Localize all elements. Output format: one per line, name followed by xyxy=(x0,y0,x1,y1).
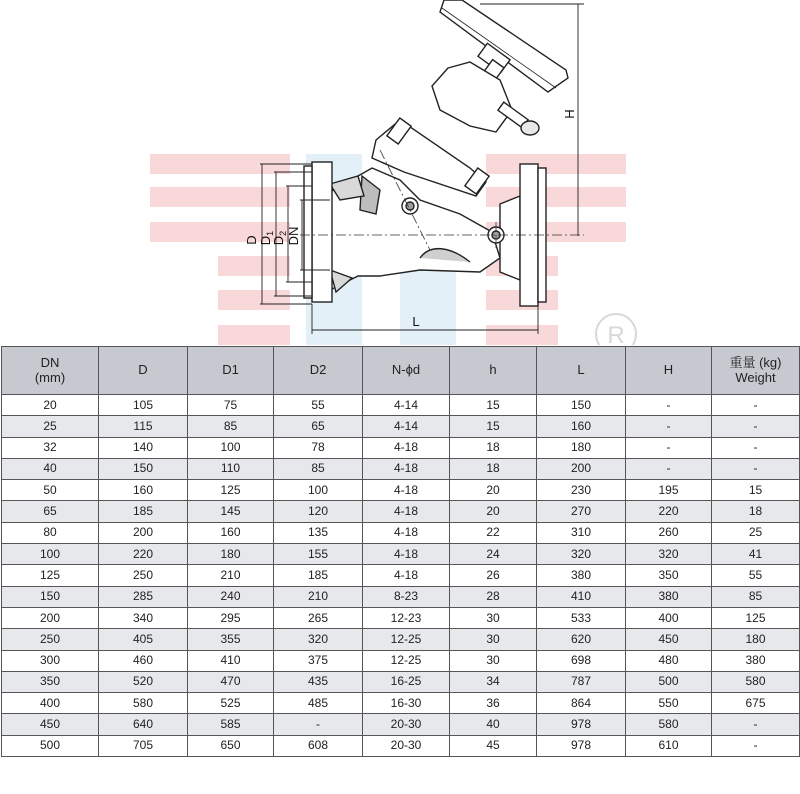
column-header xyxy=(274,347,363,395)
table-cell: 150 xyxy=(537,395,626,416)
table-cell: 22 xyxy=(450,522,537,543)
table-cell: 15 xyxy=(450,395,537,416)
table-cell: 195 xyxy=(626,480,712,501)
table-cell: 50 xyxy=(2,480,99,501)
table-cell: 410 xyxy=(188,650,274,671)
table-cell: 4-14 xyxy=(363,416,450,437)
table-cell: 115 xyxy=(99,416,188,437)
column-header-text: L xyxy=(577,362,585,378)
table-cell: 350 xyxy=(2,671,99,692)
table-cell: 698 xyxy=(537,650,626,671)
table-cell: 40 xyxy=(450,714,537,735)
table-cell: 20 xyxy=(2,395,99,416)
table-cell: 30 xyxy=(450,629,537,650)
dim-label-dn: DN xyxy=(286,226,301,246)
column-header xyxy=(712,347,800,395)
table-cell: 533 xyxy=(537,607,626,628)
column-header-text: N-ϕd xyxy=(391,362,421,378)
table-cell: 180 xyxy=(712,629,800,650)
table-row xyxy=(2,522,800,543)
table-cell: 100 xyxy=(188,437,274,458)
table-cell: 450 xyxy=(2,714,99,735)
table-cell: 4-18 xyxy=(363,458,450,479)
table-cell: 145 xyxy=(188,501,274,522)
table-cell: 18 xyxy=(712,501,800,522)
table-cell: 620 xyxy=(537,629,626,650)
table-cell: 12-25 xyxy=(363,650,450,671)
table-cell: 200 xyxy=(99,522,188,543)
table-cell: 295 xyxy=(188,607,274,628)
table-cell: 705 xyxy=(99,735,188,756)
table-cell: 400 xyxy=(2,693,99,714)
table-cell: 340 xyxy=(99,607,188,628)
table-cell: 410 xyxy=(537,586,626,607)
table-cell: 180 xyxy=(537,437,626,458)
table-cell: 350 xyxy=(626,565,712,586)
table-cell: 160 xyxy=(537,416,626,437)
table-cell: 210 xyxy=(274,586,363,607)
table-cell: 220 xyxy=(99,544,188,565)
column-header-text: Weight xyxy=(735,369,776,385)
valve-bonnet xyxy=(372,62,539,196)
table-cell: 640 xyxy=(99,714,188,735)
table-cell: 470 xyxy=(188,671,274,692)
table-cell: 250 xyxy=(99,565,188,586)
table-cell: 34 xyxy=(450,671,537,692)
table-row xyxy=(2,395,800,416)
table-cell: 400 xyxy=(626,607,712,628)
table-cell: 525 xyxy=(188,693,274,714)
table-cell: 270 xyxy=(537,501,626,522)
table-row xyxy=(2,480,800,501)
table-cell: - xyxy=(626,437,712,458)
table-cell: 500 xyxy=(2,735,99,756)
table-cell: - xyxy=(626,458,712,479)
column-header xyxy=(450,347,537,395)
table-cell: 65 xyxy=(2,501,99,522)
table-row xyxy=(2,586,800,607)
table-cell: 610 xyxy=(626,735,712,756)
table-cell: 4-18 xyxy=(363,544,450,565)
table-cell: 180 xyxy=(188,544,274,565)
table-cell: - xyxy=(712,714,800,735)
table-row xyxy=(2,544,800,565)
table-cell: 12-25 xyxy=(363,629,450,650)
table-cell: 4-18 xyxy=(363,565,450,586)
table-cell: - xyxy=(712,458,800,479)
dim-label-h: H xyxy=(562,109,577,119)
table-cell: 4-14 xyxy=(363,395,450,416)
dim-label-l: L xyxy=(412,314,420,329)
column-header xyxy=(2,347,99,395)
table-cell: 20 xyxy=(450,501,537,522)
dim-label-d: D xyxy=(244,235,259,245)
table-cell: 380 xyxy=(537,565,626,586)
spec-table xyxy=(1,346,800,757)
column-header-text: h xyxy=(489,362,497,378)
table-cell: 100 xyxy=(2,544,99,565)
table-row xyxy=(2,629,800,650)
table-cell: 460 xyxy=(99,650,188,671)
table-cell: 105 xyxy=(99,395,188,416)
table-cell: 380 xyxy=(626,586,712,607)
column-header-text: (mm) xyxy=(34,369,66,385)
table-cell: 150 xyxy=(2,586,99,607)
table-cell: 20 xyxy=(450,480,537,501)
column-header xyxy=(626,347,712,395)
column-header xyxy=(537,347,626,395)
table-cell: - xyxy=(712,437,800,458)
table-cell: 550 xyxy=(626,693,712,714)
table-cell: 110 xyxy=(188,458,274,479)
table-cell: 140 xyxy=(99,437,188,458)
column-header-text: DN xyxy=(40,355,60,371)
table-cell: 210 xyxy=(188,565,274,586)
table-cell: 380 xyxy=(712,650,800,671)
table-row xyxy=(2,671,800,692)
table-cell: 125 xyxy=(2,565,99,586)
table-cell: 135 xyxy=(274,522,363,543)
table-row xyxy=(2,565,800,586)
table-cell: 608 xyxy=(274,735,363,756)
table-cell: - xyxy=(626,395,712,416)
table-cell: 500 xyxy=(626,671,712,692)
table-cell: 78 xyxy=(274,437,363,458)
table-cell: 260 xyxy=(626,522,712,543)
table-cell: 480 xyxy=(626,650,712,671)
table-cell: 125 xyxy=(188,480,274,501)
dim-label-d1: $D_1$ xyxy=(258,230,275,246)
table-cell: 8-23 xyxy=(363,586,450,607)
table-cell: 485 xyxy=(274,693,363,714)
table-cell: 320 xyxy=(626,544,712,565)
table-cell: 26 xyxy=(450,565,537,586)
table-cell: - xyxy=(712,735,800,756)
table-cell: 285 xyxy=(99,586,188,607)
table-cell: 18 xyxy=(450,458,537,479)
table-row xyxy=(2,437,800,458)
table-cell: - xyxy=(712,395,800,416)
table-cell: 100 xyxy=(274,480,363,501)
table-cell: 405 xyxy=(99,629,188,650)
column-header-text: D1 xyxy=(222,362,239,378)
table-row xyxy=(2,458,800,479)
table-cell: 85 xyxy=(712,586,800,607)
table-cell: 75 xyxy=(188,395,274,416)
valve-drawing xyxy=(0,0,800,345)
table-cell: 864 xyxy=(537,693,626,714)
table-header-row xyxy=(2,347,800,395)
table-cell: 155 xyxy=(274,544,363,565)
table-cell: 45 xyxy=(450,735,537,756)
table-cell: 355 xyxy=(188,629,274,650)
table-cell: 240 xyxy=(188,586,274,607)
table-cell: 85 xyxy=(188,416,274,437)
table-cell: 18 xyxy=(450,437,537,458)
table-cell: 265 xyxy=(274,607,363,628)
table-cell: 520 xyxy=(99,671,188,692)
table-row xyxy=(2,650,800,671)
table-cell: 220 xyxy=(626,501,712,522)
table-cell: 80 xyxy=(2,522,99,543)
table-cell: 85 xyxy=(274,458,363,479)
table-cell: 4-18 xyxy=(363,501,450,522)
table-cell: 978 xyxy=(537,714,626,735)
table-cell: 15 xyxy=(450,416,537,437)
table-cell: 28 xyxy=(450,586,537,607)
table-cell: 30 xyxy=(450,650,537,671)
table-cell: 160 xyxy=(99,480,188,501)
table-cell: - xyxy=(274,714,363,735)
table-cell: 580 xyxy=(99,693,188,714)
table-cell: 16-25 xyxy=(363,671,450,692)
table-row xyxy=(2,735,800,756)
table-cell: 200 xyxy=(2,607,99,628)
column-header-text: 重量 (kg) xyxy=(729,355,782,371)
table-cell: 320 xyxy=(537,544,626,565)
table-row xyxy=(2,501,800,522)
column-header xyxy=(99,347,188,395)
table-cell: 160 xyxy=(188,522,274,543)
column-header xyxy=(363,347,450,395)
table-cell: 675 xyxy=(712,693,800,714)
table-cell: 787 xyxy=(537,671,626,692)
table-cell: 25 xyxy=(2,416,99,437)
table-cell: 320 xyxy=(274,629,363,650)
table-cell: 450 xyxy=(626,629,712,650)
table-cell: 30 xyxy=(450,607,537,628)
svg-text:R: R xyxy=(607,322,625,345)
table-cell: 16-30 xyxy=(363,693,450,714)
table-cell: 250 xyxy=(2,629,99,650)
table-cell: 20-30 xyxy=(363,714,450,735)
table-cell: 230 xyxy=(537,480,626,501)
table-cell: 978 xyxy=(537,735,626,756)
table-cell: 185 xyxy=(274,565,363,586)
column-header xyxy=(188,347,274,395)
table-cell: 32 xyxy=(2,437,99,458)
table-cell: 65 xyxy=(274,416,363,437)
table-cell: 41 xyxy=(712,544,800,565)
table-cell: 585 xyxy=(188,714,274,735)
table-cell: 120 xyxy=(274,501,363,522)
table-cell: 15 xyxy=(712,480,800,501)
table-cell: 55 xyxy=(712,565,800,586)
table-cell: 185 xyxy=(99,501,188,522)
column-header-text: D xyxy=(138,362,148,378)
table-cell: 150 xyxy=(99,458,188,479)
column-header-text: H xyxy=(663,362,674,378)
table-cell: 375 xyxy=(274,650,363,671)
registered-mark xyxy=(596,314,636,345)
table-row xyxy=(2,607,800,628)
table-cell: 4-18 xyxy=(363,437,450,458)
table-cell: - xyxy=(626,416,712,437)
table-cell: 580 xyxy=(626,714,712,735)
table-cell: 40 xyxy=(2,458,99,479)
table-row xyxy=(2,693,800,714)
table-cell: - xyxy=(712,416,800,437)
table-cell: 25 xyxy=(712,522,800,543)
table-cell: 650 xyxy=(188,735,274,756)
table-row xyxy=(2,714,800,735)
table-cell: 435 xyxy=(274,671,363,692)
table-cell: 125 xyxy=(712,607,800,628)
table-cell: 4-18 xyxy=(363,522,450,543)
table-cell: 55 xyxy=(274,395,363,416)
table-body xyxy=(2,395,800,757)
table-cell: 310 xyxy=(537,522,626,543)
table-cell: 300 xyxy=(2,650,99,671)
table-cell: 36 xyxy=(450,693,537,714)
table-cell: 200 xyxy=(537,458,626,479)
column-header-text: D2 xyxy=(309,362,327,378)
table-row xyxy=(2,416,800,437)
table-cell: 12-23 xyxy=(363,607,450,628)
table-cell: 24 xyxy=(450,544,537,565)
table-cell: 580 xyxy=(712,671,800,692)
dim-label-d2: $D_2$ xyxy=(271,230,288,246)
table-cell: 20-30 xyxy=(363,735,450,756)
table-cell: 4-18 xyxy=(363,480,450,501)
